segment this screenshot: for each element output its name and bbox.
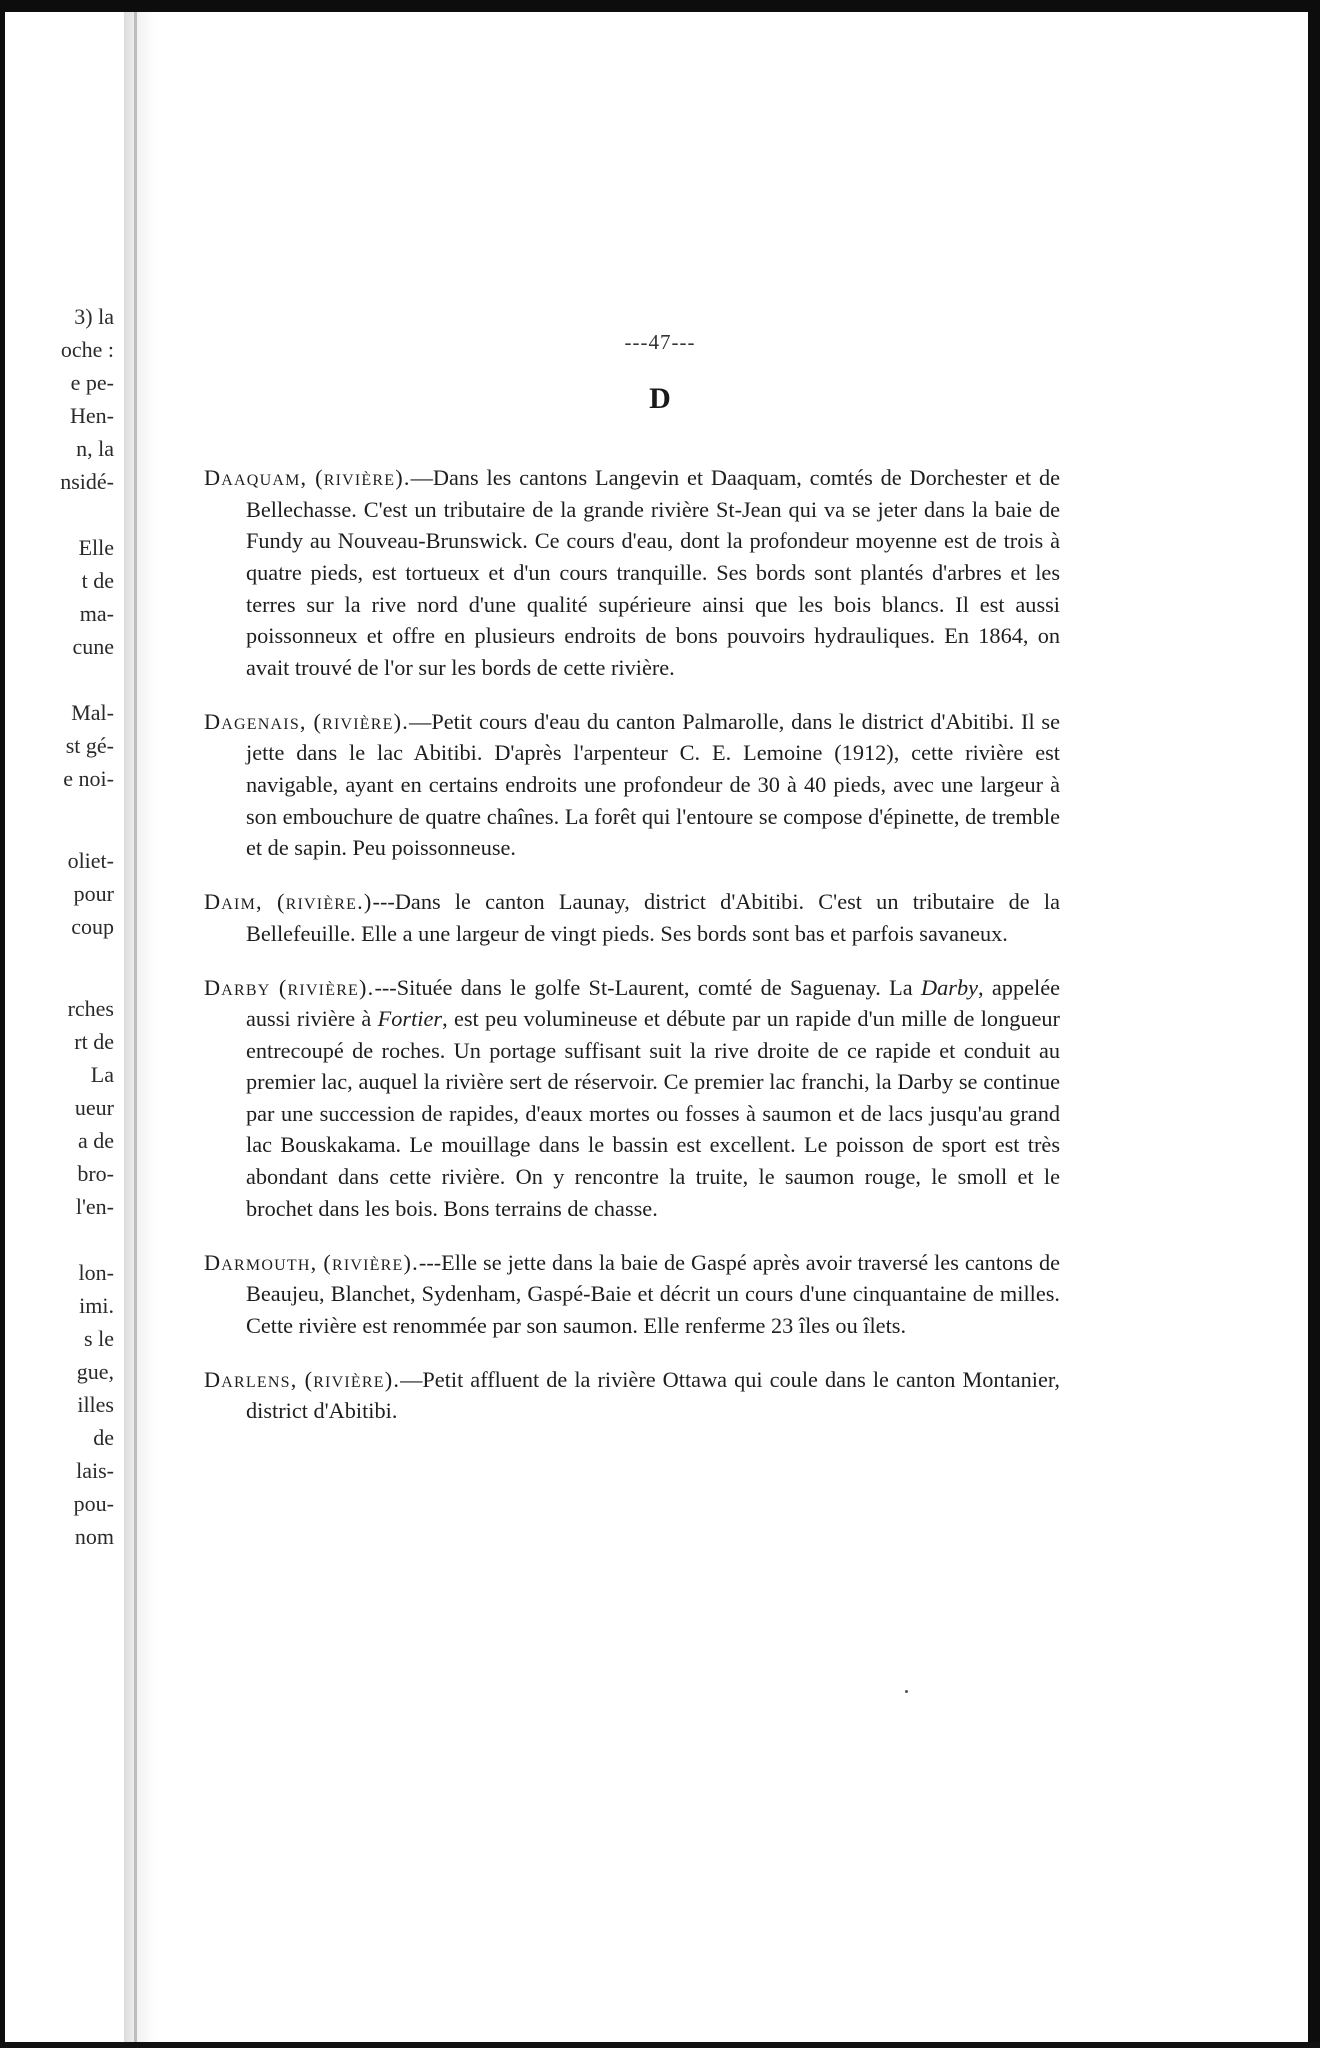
facing-page-fragment: oche : bbox=[60, 337, 114, 362]
facing-page-fragment: lais- bbox=[76, 1458, 114, 1483]
entry-italic-name: Fortier bbox=[377, 1006, 443, 1032]
entry-italic-name: Darby bbox=[921, 974, 978, 1000]
book-gutter-line bbox=[134, 12, 137, 2042]
entry-darby bbox=[204, 972, 1060, 1225]
entry-headword: Daaquam, bbox=[204, 465, 308, 491]
scan-top-border bbox=[0, 0, 1320, 12]
facing-page-fragment: cune bbox=[72, 634, 114, 659]
scan-right-border bbox=[1308, 0, 1320, 2048]
entry-label: (rivière). bbox=[323, 1249, 419, 1275]
entry-label: (rivière.) bbox=[277, 889, 373, 915]
facing-page-fragment: l'en- bbox=[75, 1194, 114, 1219]
facing-page-fragment: n, la bbox=[76, 436, 114, 461]
entry-body: ---Dans le canton Launay, district d'Abitibi. C'est un tributaire de la Bellefeuille. Elle a une largeur de vingt pieds. Ses bords sont bas et parfois savaneux. bbox=[246, 889, 1060, 946]
entry-darlens bbox=[204, 1364, 1060, 1427]
dictionary-entries bbox=[204, 440, 1060, 1435]
entry-darmouth bbox=[204, 1247, 1060, 1342]
facing-page-margin bbox=[0, 0, 120, 2048]
facing-page-fragment: a de bbox=[77, 1128, 114, 1153]
entry-headword: Dagenais, bbox=[204, 708, 307, 734]
entry-body: , appelée aussi rivière à bbox=[246, 974, 1060, 1032]
entry-dagenais bbox=[204, 706, 1060, 864]
facing-page-fragment: Elle bbox=[78, 535, 114, 560]
entry-label: (rivière). bbox=[315, 465, 411, 491]
entry-body: —Dans les cantons Langevin et Daaquam, comtés de Dorchester et de Bellechasse. C'est un tributaire de la grande rivière St-Jean qui va se jeter dans la baie de Fundy au Nouveau-Brunswick. Ce cours d'eau, dont la profondeur moyenne est de trois à quatre pieds, est tortueux et d'un cours tranquille. Ses bords sont plantés d'arbres et les terres sur la rive nord d'une qualité supérieure ainsi que les bois blancs. Il est aussi poissonneux et offre en plusieurs endroits de bons pouvoirs hydrauliques. En 1864, on avait trouvé de l'or sur les bords de cette rivière. bbox=[246, 465, 1060, 680]
facing-page-fragment: pour bbox=[73, 881, 114, 906]
facing-page-fragment: oliet- bbox=[67, 848, 114, 873]
facing-page-fragment: Mal- bbox=[71, 700, 114, 725]
entry-label: (rivière). bbox=[304, 1366, 401, 1392]
facing-page-fragment: st gé- bbox=[65, 733, 114, 758]
facing-page-fragment: imi. bbox=[79, 1293, 114, 1318]
facing-page-fragment: La bbox=[90, 1062, 114, 1087]
facing-page-fragment: 3) la bbox=[74, 304, 114, 329]
facing-page-fragment: illes bbox=[77, 1392, 114, 1417]
facing-page-fragment: pou- bbox=[73, 1491, 114, 1516]
facing-page-fragment: coup bbox=[71, 914, 114, 939]
entry-body: ---Située dans le golfe St-Laurent, comté de Saguenay. La bbox=[374, 974, 922, 1000]
entry-body: —Petit cours d'eau du canton Palmarolle, dans le district d'Abitibi. Il se jette dans le lac Abitibi. D'après l'arpenteur C. E. Lemoine (1912), cette rivière est navigable, ayant en certains endroits une profondeur de 30 à 40 pieds, avec une largeur à son embouchure de quatre chaînes. La forêt qui l'entoure se compose d'épinette, de tremble et de sapin. Peu poissonneuse. bbox=[246, 708, 1060, 861]
entry-body: —Petit affluent de la rivière Ottawa qui coule dans le canton Montanier, district d'Abitibi. bbox=[246, 1366, 1061, 1424]
entry-daim bbox=[204, 886, 1060, 949]
ink-speck bbox=[905, 1690, 908, 1693]
entry-body: , est peu volumineuse et débute par un rapide d'un mille de longueur entrecoupé de roches. Un portage suffisant suit la rive droite de ce rapide et conduit au premier lac, auquel la rivière sert de réservoir. Ce premier lac franchi, la Darby se continue par une succession de rapides, d'eaux mortes ou fosses à saumon et de lacs jusqu'au grand lac Bouskakama. Le mouillage dans le bassin est excellent. Le poisson de sport est très abondant dans cette rivière. On y rencontre la truite, le saumon rouge, le smoll et le brochet dans les bois. Bons terrains de chasse. bbox=[246, 1006, 1060, 1221]
facing-page-fragment: rt de bbox=[74, 1029, 114, 1054]
entry-daaquam bbox=[204, 462, 1060, 683]
facing-page-fragment: ueur bbox=[74, 1095, 114, 1120]
facing-page-fragment: nom bbox=[74, 1524, 114, 1549]
facing-page-fragment: t de bbox=[81, 568, 114, 593]
facing-page-fragment: e noi- bbox=[63, 766, 114, 791]
facing-page-fragment: ma- bbox=[79, 601, 114, 626]
entry-headword: Darby bbox=[204, 974, 271, 1000]
entry-label: (rivière). bbox=[278, 974, 375, 1000]
facing-page-fragment: de bbox=[93, 1425, 114, 1450]
facing-page-fragment: nsidé- bbox=[60, 469, 114, 494]
facing-page-fragment: Hen- bbox=[70, 403, 114, 428]
section-letter: D bbox=[649, 382, 671, 415]
facing-page-fragment: e pe- bbox=[70, 370, 114, 395]
entry-headword: Darlens, bbox=[204, 1366, 298, 1392]
scan-bottom-border bbox=[0, 2042, 1320, 2048]
facing-page-fragment: s le bbox=[84, 1326, 114, 1351]
entry-headword: Darmouth, bbox=[204, 1249, 318, 1275]
entry-body: ---Elle se jette dans la baie de Gaspé après avoir traversé les cantons de Beaujeu, Blanchet, Sydenham, Gaspé-Baie et décrit un cours d'une cinquantaine de milles. Cette rivière est renommée par son saumon. Elle renferme 23 îles ou îlets. bbox=[246, 1249, 1060, 1338]
page-number: ---47--- bbox=[624, 330, 696, 354]
book-gutter-shadow bbox=[124, 12, 164, 2042]
facing-page-fragment: rches bbox=[67, 996, 114, 1021]
facing-page-fragment: gue, bbox=[76, 1359, 114, 1384]
facing-page-fragment: bro- bbox=[77, 1161, 114, 1186]
entry-headword: Daim, bbox=[204, 889, 263, 915]
entry-label: (rivière). bbox=[313, 708, 410, 734]
facing-page-fragment: lon- bbox=[78, 1260, 114, 1285]
